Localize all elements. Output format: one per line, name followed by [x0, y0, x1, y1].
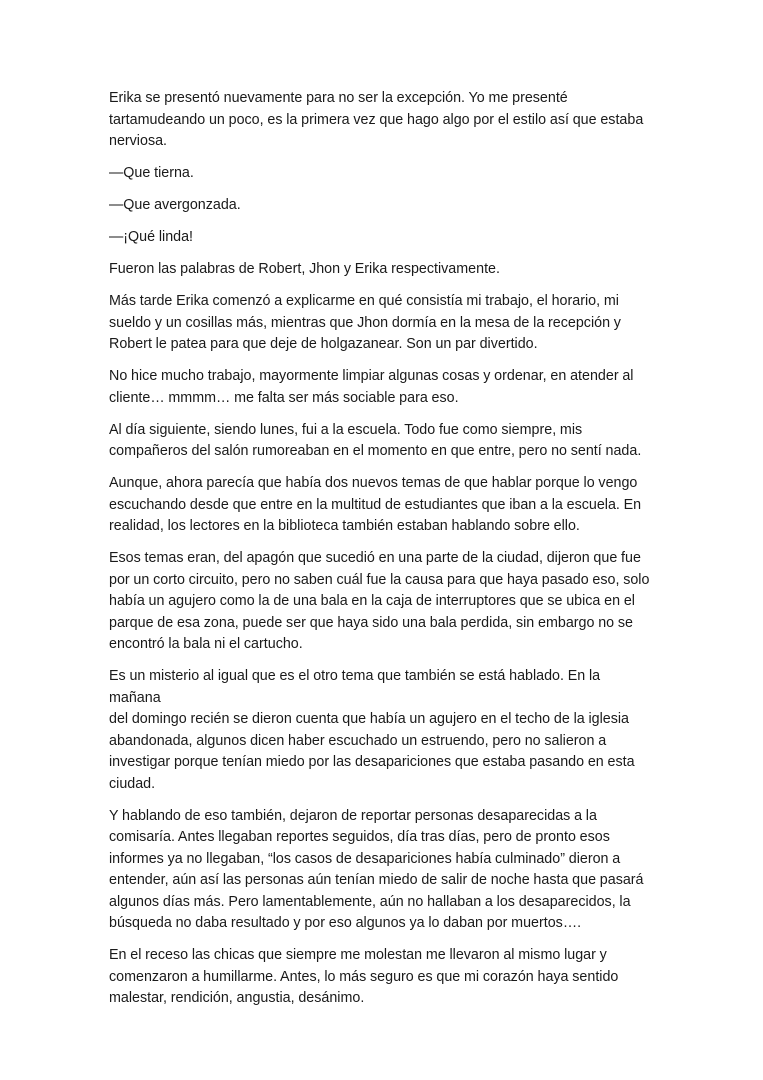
paragraph: Esos temas eran, del apagón que sucedió en una parte de la ciudad, dijeron que fue por un corto circuito, pero no saben cuál fue la causa para que haya pasado eso, solo había un agujero como la de una bala en la caja de interruptores que se ubica en el parque de esa zona, puede ser que haya sido una bala perdida, sin embargo no se encontró la bala ni el cartucho. [109, 550, 650, 652]
paragraph: Es un misterio al igual que es el otro tema que también se está hablado. En la mañana del domingo recién se dieron cuenta que había un agujero en el techo de la iglesia abandonada, algunos dicen haber escuchado un estruendo, pero no salieron a investigar porque tenían miedo por las desapariciones que estaba pasando en esta ciudad. [109, 668, 635, 792]
dialogue-line: —Que avergonzada. [109, 197, 241, 213]
paragraph: En el receso las chicas que siempre me molestan me llevaron al mismo lugar y comenzaron a humillarme. Antes, lo más seguro es que mi corazón haya sentido malestar, rendición, angustia, desánimo. [109, 947, 619, 1006]
paragraph: Al día siguiente, siendo lunes, fui a la escuela. Todo fue como siempre, mis compañeros del salón rumoreaban en el momento en que entre, pero no sentí nada. [109, 421, 642, 459]
paragraph: Y hablando de eso también, dejaron de reportar personas desaparecidas a la comisaría. Antes llegaban reportes seguidos, día tras días, pero de pronto esos informes ya no llegaban, “los casos de desapariciones había culminado” dieron a entender, aún así las personas aún tenían miedo de salir de noche hasta que pasará algunos días más. Pero lamentablemente, aún no hallaban a los desaparecidos, la búsqueda no daba resultado y por eso algunos ya lo daban por muertos…. [109, 807, 644, 931]
dialogue-line: —Que tierna. [109, 165, 194, 181]
paragraph: No hice mucho trabajo, mayormente limpiar algunas cosas y ordenar, en atender al cliente… mmmm… me falta ser más sociable para eso. [109, 368, 634, 406]
dialogue-line: —¡Qué linda! [109, 229, 194, 245]
document-body [109, 88, 654, 1020]
paragraph: Aunque, ahora parecía que había dos nuevos temas de que hablar porque lo vengo escuchando desde que entre en la multitud de estudiantes que iban a la escuela. En realidad, los lectores en la biblioteca también estaban hablando sobre ello. [109, 475, 642, 534]
paragraph: Erika se presentó nuevamente para no ser la excepción. Yo me presenté tartamudeando un poco, es la primera vez que hago algo por el estilo así que estaba nerviosa. [109, 90, 644, 149]
paragraph: Más tarde Erika comenzó a explicarme en qué consistía mi trabajo, el horario, mi sueldo y un cosillas más, mientras que Jhon dormía en la mesa de la recepción y Robert le patea para que deje de holgazanear. Son un par divertido. [109, 293, 621, 352]
paragraph: Fueron las palabras de Robert, Jhon y Erika respectivamente. [109, 261, 500, 277]
